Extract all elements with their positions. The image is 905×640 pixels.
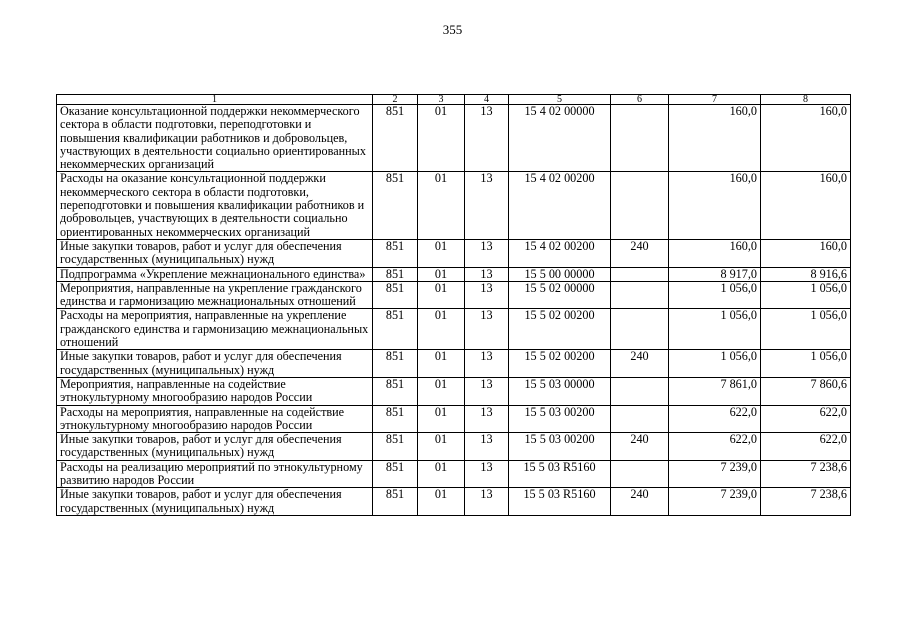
subsection-code-cell: 13 (465, 239, 509, 267)
table-row (57, 309, 851, 350)
column-number: 7 (669, 95, 761, 105)
target-article-cell: 15 5 02 00200 (509, 350, 611, 378)
target-article-cell: 15 4 02 00200 (509, 172, 611, 239)
section-code-cell: 01 (418, 281, 465, 309)
amount-cell-col8: 7 860,6 (761, 377, 851, 405)
department-code-cell: 851 (373, 281, 418, 309)
target-article-cell: 15 5 03 00200 (509, 433, 611, 461)
expense-type-cell (611, 172, 669, 239)
amount-cell-col8: 8 916,6 (761, 267, 851, 281)
row-name-cell: Расходы на мероприятия, направленные на укрепление гражданского единства и гармонизацию межнациональных отношений (57, 309, 373, 350)
amount-cell-col8: 622,0 (761, 433, 851, 461)
table-row (57, 405, 851, 433)
target-article-cell: 15 5 02 00000 (509, 281, 611, 309)
department-code-cell: 851 (373, 460, 418, 488)
amount-cell-col8: 7 238,6 (761, 460, 851, 488)
section-code-cell: 01 (418, 377, 465, 405)
column-number: 8 (761, 95, 851, 105)
subsection-code-cell: 13 (465, 405, 509, 433)
expense-type-cell: 240 (611, 433, 669, 461)
amount-cell-col7: 622,0 (669, 433, 761, 461)
department-code-cell: 851 (373, 309, 418, 350)
column-number: 6 (611, 95, 669, 105)
row-name-cell: Подпрограмма «Укрепление межнационального единства» (57, 267, 373, 281)
table-body (57, 105, 851, 516)
expense-type-cell (611, 309, 669, 350)
amount-cell-col7: 7 239,0 (669, 460, 761, 488)
subsection-code-cell: 13 (465, 281, 509, 309)
amount-cell-col7: 7 861,0 (669, 377, 761, 405)
subsection-code-cell: 13 (465, 105, 509, 172)
amount-cell-col8: 1 056,0 (761, 309, 851, 350)
table-row (57, 172, 851, 239)
section-code-cell: 01 (418, 488, 465, 516)
amount-cell-col7: 622,0 (669, 405, 761, 433)
amount-cell-col7: 8 917,0 (669, 267, 761, 281)
subsection-code-cell: 13 (465, 309, 509, 350)
row-name-cell: Оказание консультационной поддержки некоммерческого сектора в области подготовки, переподготовки и повышения квалификации работников и добровольцев, участвующих в деятельности социально ориентированных некоммерческих организаций (57, 105, 373, 172)
subsection-code-cell: 13 (465, 433, 509, 461)
target-article-cell: 15 5 03 R5160 (509, 488, 611, 516)
table-row (57, 433, 851, 461)
table-row (57, 488, 851, 516)
subsection-code-cell: 13 (465, 267, 509, 281)
department-code-cell: 851 (373, 488, 418, 516)
expense-type-cell (611, 377, 669, 405)
table-row (57, 350, 851, 378)
table-row (57, 377, 851, 405)
amount-cell-col8: 7 238,6 (761, 488, 851, 516)
target-article-cell: 15 5 02 00200 (509, 309, 611, 350)
department-code-cell: 851 (373, 433, 418, 461)
amount-cell-col8: 160,0 (761, 239, 851, 267)
department-code-cell: 851 (373, 105, 418, 172)
section-code-cell: 01 (418, 460, 465, 488)
amount-cell-col7: 160,0 (669, 105, 761, 172)
target-article-cell: 15 4 02 00000 (509, 105, 611, 172)
column-number-row (57, 95, 851, 105)
row-name-cell: Иные закупки товаров, работ и услуг для обеспечения государственных (муниципальных) нужд (57, 433, 373, 461)
expense-type-cell: 240 (611, 350, 669, 378)
table-row (57, 105, 851, 172)
table-row (57, 239, 851, 267)
table-row (57, 267, 851, 281)
amount-cell-col7: 1 056,0 (669, 281, 761, 309)
column-number: 1 (57, 95, 373, 105)
expense-type-cell (611, 405, 669, 433)
department-code-cell: 851 (373, 405, 418, 433)
row-name-cell: Иные закупки товаров, работ и услуг для обеспечения государственных (муниципальных) нужд (57, 488, 373, 516)
expense-type-cell (611, 281, 669, 309)
amount-cell-col8: 1 056,0 (761, 281, 851, 309)
expense-type-cell (611, 105, 669, 172)
column-number: 3 (418, 95, 465, 105)
amount-cell-col8: 622,0 (761, 405, 851, 433)
amount-cell-col7: 160,0 (669, 172, 761, 239)
amount-cell-col8: 1 056,0 (761, 350, 851, 378)
column-number: 5 (509, 95, 611, 105)
section-code-cell: 01 (418, 405, 465, 433)
row-name-cell: Расходы на реализацию мероприятий по этнокультурному развитию народов России (57, 460, 373, 488)
subsection-code-cell: 13 (465, 377, 509, 405)
page-number: 355 (442, 22, 463, 37)
subsection-code-cell: 13 (465, 172, 509, 239)
expense-type-cell: 240 (611, 488, 669, 516)
amount-cell-col8: 160,0 (761, 172, 851, 239)
expense-type-cell (611, 267, 669, 281)
section-code-cell: 01 (418, 239, 465, 267)
row-name-cell: Расходы на мероприятия, направленные на содействие этнокультурному многообразию народов России (57, 405, 373, 433)
department-code-cell: 851 (373, 172, 418, 239)
expense-type-cell: 240 (611, 239, 669, 267)
row-name-cell: Иные закупки товаров, работ и услуг для обеспечения государственных (муниципальных) нужд (57, 239, 373, 267)
subsection-code-cell: 13 (465, 488, 509, 516)
amount-cell-col7: 160,0 (669, 239, 761, 267)
target-article-cell: 15 5 00 00000 (509, 267, 611, 281)
expense-type-cell (611, 460, 669, 488)
table-row (57, 281, 851, 309)
amount-cell-col7: 1 056,0 (669, 309, 761, 350)
amount-cell-col7: 1 056,0 (669, 350, 761, 378)
department-code-cell: 851 (373, 377, 418, 405)
section-code-cell: 01 (418, 433, 465, 461)
subsection-code-cell: 13 (465, 460, 509, 488)
section-code-cell: 01 (418, 105, 465, 172)
target-article-cell: 15 4 02 00200 (509, 239, 611, 267)
row-name-cell: Расходы на оказание консультационной поддержки некоммерческого сектора в области подготовки, переподготовки и повышения квалификации работников и добровольцев, участвующих в деятельности социально ориентированных некоммерческих организаций (57, 172, 373, 239)
table-row (57, 460, 851, 488)
amount-cell-col7: 7 239,0 (669, 488, 761, 516)
column-number: 4 (465, 95, 509, 105)
budget-table (56, 94, 851, 516)
department-code-cell: 851 (373, 267, 418, 281)
target-article-cell: 15 5 03 00000 (509, 377, 611, 405)
amount-cell-col8: 160,0 (761, 105, 851, 172)
department-code-cell: 851 (373, 239, 418, 267)
section-code-cell: 01 (418, 309, 465, 350)
target-article-cell: 15 5 03 R5160 (509, 460, 611, 488)
subsection-code-cell: 13 (465, 350, 509, 378)
target-article-cell: 15 5 03 00200 (509, 405, 611, 433)
row-name-cell: Мероприятия, направленные на укрепление гражданского единства и гармонизацию межнациональных отношений (57, 281, 373, 309)
column-number: 2 (373, 95, 418, 105)
section-code-cell: 01 (418, 350, 465, 378)
row-name-cell: Иные закупки товаров, работ и услуг для обеспечения государственных (муниципальных) нужд (57, 350, 373, 378)
section-code-cell: 01 (418, 267, 465, 281)
department-code-cell: 851 (373, 350, 418, 378)
section-code-cell: 01 (418, 172, 465, 239)
row-name-cell: Мероприятия, направленные на содействие этнокультурному многообразию народов России (57, 377, 373, 405)
